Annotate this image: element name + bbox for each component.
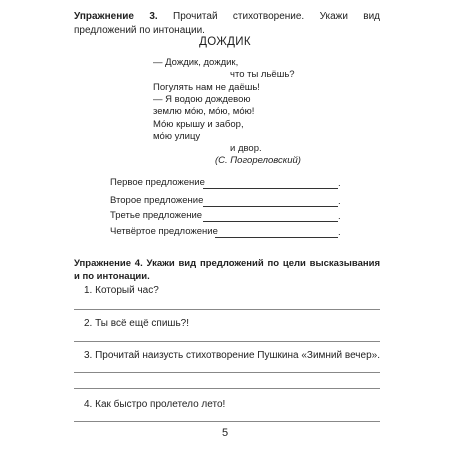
poem-line: — Дождик, дождик, — [153, 57, 239, 68]
exercise-3-heading — [74, 10, 380, 38]
answer-blank[interactable] — [203, 206, 338, 207]
answer-blank[interactable] — [203, 221, 338, 222]
exercise-4-instruction: Укажи вид предложений по цели высказывания и по интонации. — [74, 258, 380, 282]
sentence-label-4: Четвёртое предложение — [110, 226, 218, 237]
page-number: 5 — [221, 427, 229, 439]
answer-blank[interactable] — [203, 188, 338, 189]
exercise-4-label: Упражнение 4. — [74, 258, 143, 269]
sentence-end-dot: . — [338, 178, 341, 189]
answer-line[interactable] — [74, 309, 380, 310]
poem-line: — Я водою дождевою — [153, 94, 251, 105]
poem-line: Погулять нам не даёшь! — [153, 82, 260, 93]
sentence-end-dot: . — [338, 196, 341, 207]
answer-line[interactable] — [74, 421, 380, 422]
question-1: 1. Который час? — [84, 285, 159, 296]
question-4: 4. Как быстро пролетело лето! — [84, 399, 226, 410]
sentence-label-1: Первое предложение — [110, 177, 205, 188]
poem-line: что ты льёшь? — [230, 69, 295, 80]
poem-line: и двор. — [230, 143, 262, 154]
exercise-3-instruction: Прочитай стихотворение. Укажи вид предложений по интонации. — [74, 11, 380, 36]
sentence-label-3: Третье предложение — [110, 210, 203, 221]
answer-line[interactable] — [74, 372, 380, 373]
poem-author: (С. Погореловский) — [215, 155, 301, 166]
answer-blank[interactable] — [215, 237, 338, 238]
sentence-end-dot: . — [338, 227, 341, 238]
exercise-3-label: Упражнение 3. — [74, 11, 158, 22]
exercise-4-heading — [74, 257, 380, 283]
answer-line[interactable] — [74, 388, 380, 389]
question-2: 2. Ты всё ещё спишь?! — [84, 318, 189, 329]
answer-line[interactable] — [74, 341, 380, 342]
poem-line: мо́ю улицу — [153, 131, 201, 142]
poem-line: Мо́ю крышу и забор, — [153, 119, 244, 130]
question-3: 3. Прочитай наизусть стихотворение Пушкина «Зимний вечер». — [84, 350, 380, 361]
sentence-end-dot: . — [338, 211, 341, 222]
poem-line: землю мо́ю, мо́ю, мо́ю! — [153, 106, 255, 117]
sentence-label-2: Второе предложение — [110, 195, 204, 206]
poem-title: ДОЖДИК — [199, 36, 251, 48]
